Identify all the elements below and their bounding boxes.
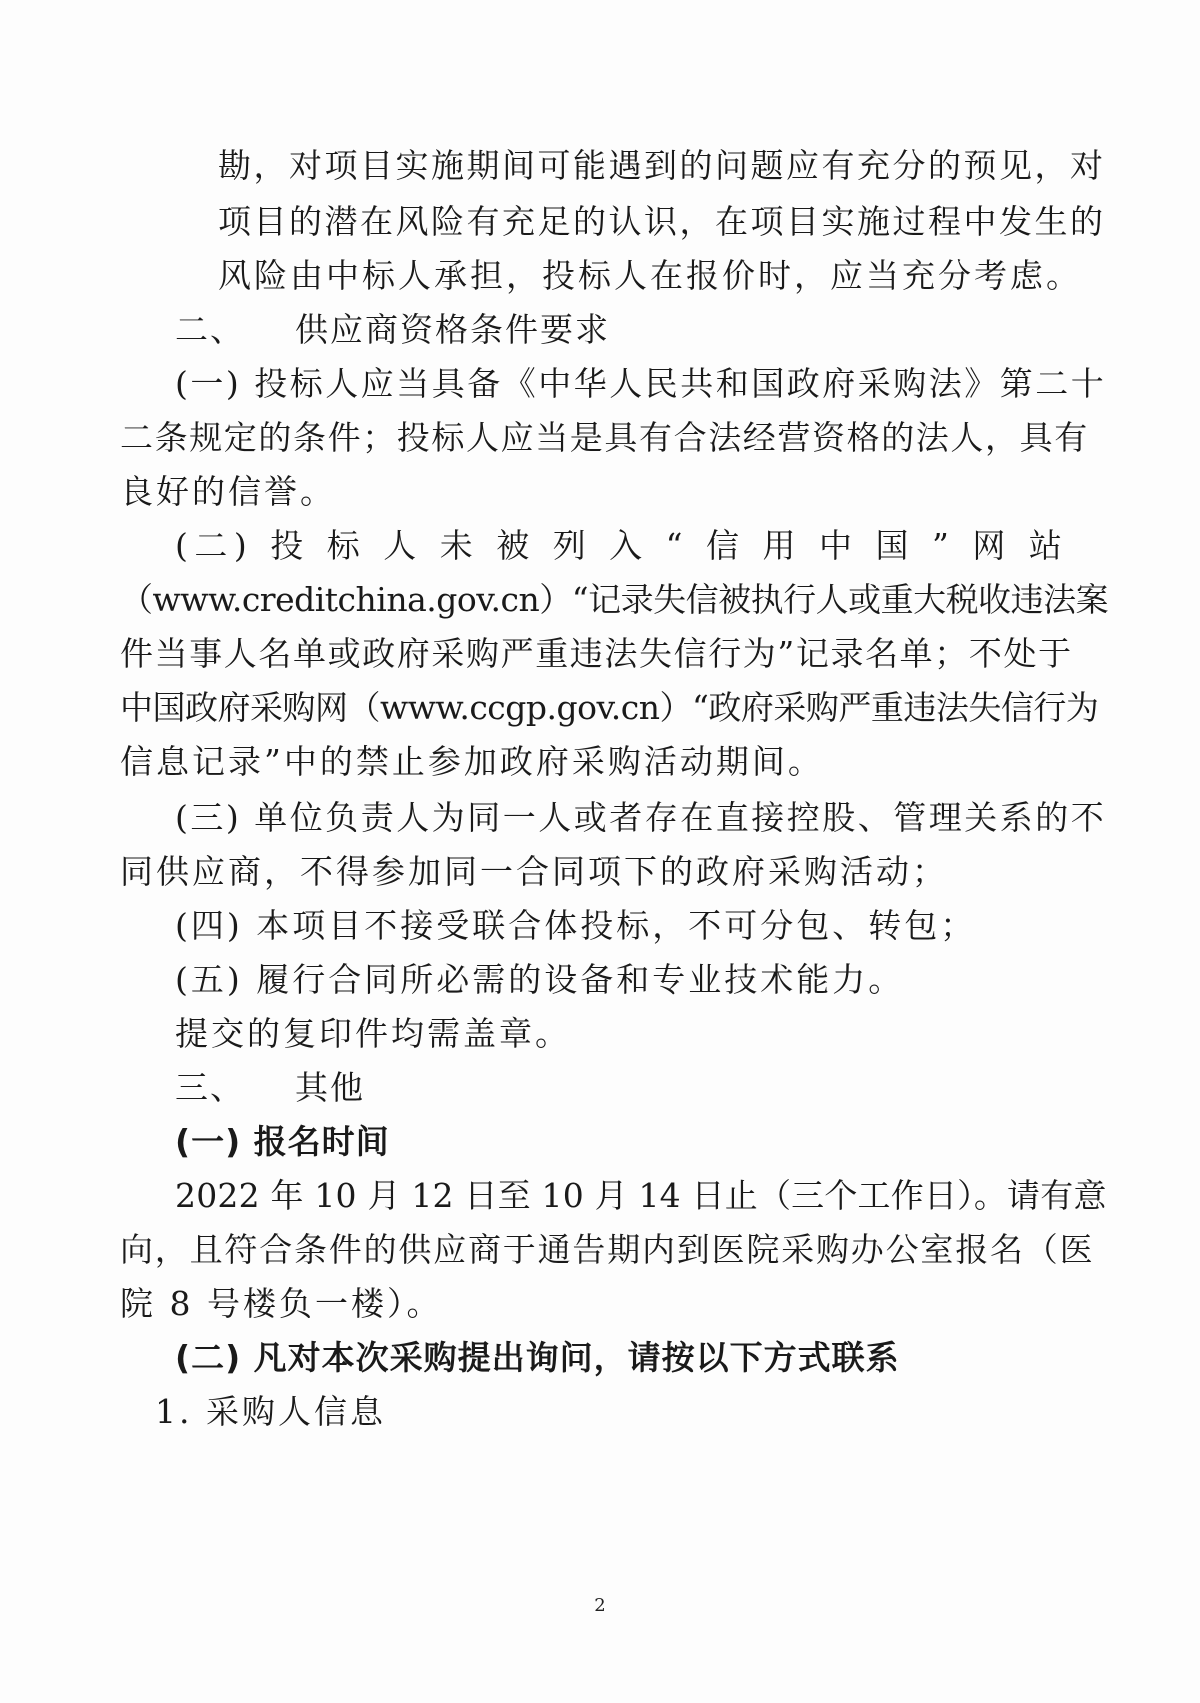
paragraph-line: 良好的信誉。 [120, 472, 336, 511]
paragraph-line: 院 8 号楼负一楼）。 [120, 1284, 443, 1323]
paragraph-line: 件当事人名单或政府采购严重违法失信行为”记录名单；不处于 [120, 634, 1073, 673]
paragraph-line: 二条规定的条件；投标人应当是具有合法经营资格的法人，具有 [120, 418, 1089, 457]
paragraph-line: 同供应商，不得参加同一合同项下的政府采购活动； [120, 852, 948, 891]
paragraph-line: 项目的潜在风险有充足的认识，在项目实施过程中发生的 [218, 202, 1106, 241]
paragraph-line: 风险由中标人承担，投标人在报价时，应当充分考虑。 [218, 256, 1082, 295]
paragraph-line: 2022 年 10 月 12 日至 10 月 14 日止（三个工作日）。请有意 [175, 1176, 1107, 1215]
page-number: 2 [594, 1595, 606, 1616]
section-heading: 三、 其他 [175, 1068, 365, 1107]
subsection-heading: (一) 报名时间 [175, 1122, 390, 1161]
subsection-heading: (二) 凡对本次采购提出询问，请按以下方式联系 [175, 1338, 900, 1377]
paragraph-line: （www.creditchina.gov.cn）“记录失信被执行人或重大税收违法案 [120, 580, 1109, 619]
paragraph-line: (二) 投 标 人 未 被 列 入 “ 信 用 中 国 ” 网 站 [175, 526, 1069, 565]
paragraph-line: (一) 投标人应当具备《中华人民共和国政府采购法》第二十 [175, 364, 1107, 403]
paragraph-line: 向，且符合条件的供应商于通告期内到医院采购办公室报名（医 [120, 1230, 1095, 1269]
paragraph-line: (四) 本项目不接受联合体投标，不可分包、转包； [175, 906, 977, 945]
paragraph-line: 1. 采购人信息 [155, 1392, 386, 1431]
paragraph-line: (五) 履行合同所必需的设备和专业技术能力。 [175, 960, 905, 999]
paragraph-line: 中国政府采购网（www.ccgp.gov.cn）“政府采购严重违法失信行为 [120, 688, 1099, 727]
section-heading: 二、 供应商资格条件要求 [175, 310, 610, 349]
paragraph-line: 勘，对项目实施期间可能遇到的问题应有充分的预见，对 [218, 146, 1106, 185]
paragraph-line: (三) 单位负责人为同一人或者存在直接控股、管理关系的不 [175, 798, 1107, 837]
paragraph-line: 提交的复印件均需盖章。 [175, 1014, 571, 1053]
paragraph-line: 信息记录”中的禁止参加政府采购活动期间。 [120, 742, 824, 781]
